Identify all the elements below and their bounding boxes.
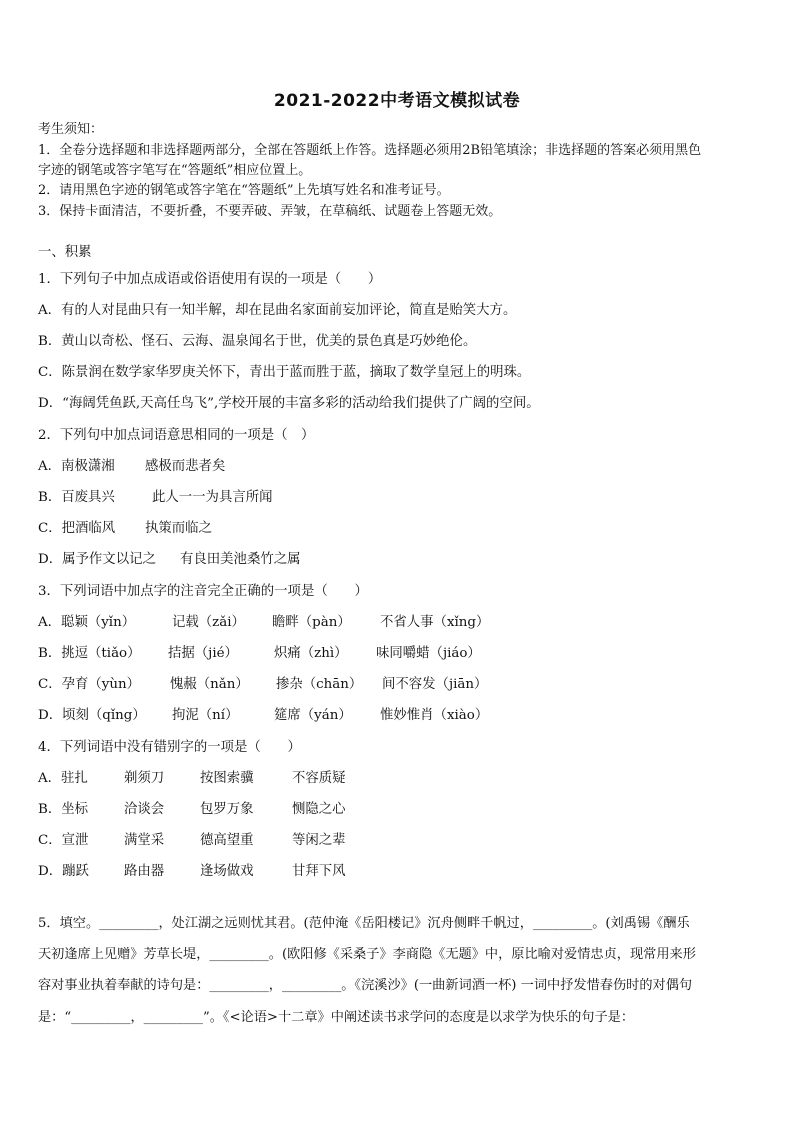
question-4-option-b bbox=[38, 800, 346, 820]
option-part: 执策而临之 bbox=[145, 521, 212, 536]
question-1-option-c: C．陈景润在数学家华罗庚关怀下，青出于蓝而胜于蓝，摘取了数学皇冠上的明珠。 bbox=[38, 365, 531, 380]
option-part: 满堂采 bbox=[124, 833, 165, 848]
option-part: B．挑逗（tiǎo） bbox=[38, 646, 141, 661]
question-5-line: 是：“_________，_________”。《<论语>十二章》中阐述读书求学问的态度是以求学为快乐的句子是： bbox=[38, 1010, 635, 1025]
option-part: A．驻扎 bbox=[38, 771, 88, 786]
option-part: C．宣泄 bbox=[38, 833, 89, 848]
question-1-option-a: A．有的人对昆曲只有一知半解，却在昆曲名家面前妄加评论，简直是贻笑大方。 bbox=[38, 303, 517, 318]
question-2-stem: 2．下列句中加点词语意思相同的一项是（ ） bbox=[38, 428, 315, 443]
option-part: 此人一一为具言所闻 bbox=[152, 490, 273, 505]
option-part: 愧赧（nǎn） bbox=[170, 677, 249, 692]
question-2-option-c bbox=[38, 519, 212, 539]
notice-line: 3．保持卡面清洁，不要折叠，不要弄破、弄皱，在草稿纸、试题卷上答题无效。 bbox=[38, 204, 502, 219]
option-part: 味同嚼蜡（jiáo） bbox=[376, 646, 481, 661]
question-5-line: 5．填空。_________，处江湖之远则忧其君。(范仲淹《岳阳楼记》沉舟侧畔千帆过，_________。(刘禹锡《酬乐 bbox=[38, 916, 690, 931]
option-part: 包罗万象 bbox=[200, 802, 254, 817]
question-2-option-d bbox=[38, 550, 301, 570]
option-part: 逢场做戏 bbox=[200, 864, 254, 879]
option-part: 不容质疑 bbox=[292, 771, 346, 786]
question-4-stem: 4．下列词语中没有错别字的一项是（ ） bbox=[38, 740, 301, 755]
option-part: C．把酒临风 bbox=[38, 521, 116, 536]
notice-line: 2．请用黑色字迹的钢笔或答字笔在“答题纸”上先填写姓名和准考证号。 bbox=[38, 183, 450, 198]
option-part: 恻隐之心 bbox=[292, 802, 346, 817]
question-3-option-c bbox=[38, 675, 487, 695]
option-part: 不省人事（xǐng） bbox=[380, 615, 490, 630]
option-part: 甘拜下风 bbox=[292, 864, 346, 879]
option-part: 记载（zǎi） bbox=[172, 615, 245, 630]
option-part: 感极而悲者矣 bbox=[145, 459, 226, 474]
question-2-option-a bbox=[38, 457, 225, 477]
option-part: 剃须刀 bbox=[124, 771, 165, 786]
question-5-line: 天初逢席上见赠》芳草长堤，_________。(欧阳修《采桑子》李商隐《无题》中，原比喻对爱情忠贞，现常用来形 bbox=[38, 947, 696, 962]
question-4-option-c bbox=[38, 831, 346, 851]
option-part: 德高望重 bbox=[200, 833, 254, 848]
question-3-option-a bbox=[38, 613, 489, 633]
question-4-option-a bbox=[38, 769, 346, 789]
option-part: 拘泥（ní） bbox=[172, 708, 239, 723]
question-1-option-b: B．黄山以奇松、怪石、云海、温泉闻名于世，优美的景色真是巧妙绝伦。 bbox=[38, 334, 477, 349]
section-heading: 一、积累 bbox=[38, 245, 92, 260]
notice-heading: 考生须知： bbox=[38, 122, 104, 137]
option-part: C．孕育（yùn） bbox=[38, 677, 141, 692]
option-part: D．属予作文以记之 bbox=[38, 552, 156, 567]
question-3-option-d bbox=[38, 706, 488, 726]
option-part: 按图索骥 bbox=[200, 771, 254, 786]
option-part: B．坐标 bbox=[38, 802, 89, 817]
option-part: B．百废具兴 bbox=[38, 490, 115, 505]
question-3-stem: 3．下列词语中加点字的注音完全正确的一项是（ ） bbox=[38, 584, 368, 599]
question-3-option-b bbox=[38, 644, 481, 664]
option-part: D．顷刻（qǐng） bbox=[38, 708, 146, 723]
option-part: D．蹦跃 bbox=[38, 864, 89, 879]
option-part: 惟妙惟肖（xiào） bbox=[380, 708, 489, 723]
option-part: 等闲之辈 bbox=[292, 833, 346, 848]
notice-line: 字迹的钢笔或答字笔写在“答题纸”相应位置上。 bbox=[38, 163, 312, 178]
question-2-option-b bbox=[38, 488, 273, 508]
option-part: 掺杂（chān） bbox=[276, 677, 363, 692]
question-1-option-d: D．“海阔凭鱼跃,天高任鸟飞”,学校开展的丰富多彩的活动给我们提供了广阔的空间。 bbox=[38, 396, 540, 411]
question-5-line: 容对事业执着奉献的诗句是：_________，_________。《浣溪沙》(一曲新词酒一杯) 一词中抒发惜春伤时的对偶句 bbox=[38, 978, 693, 993]
option-part: 间不容发（jiān） bbox=[382, 677, 488, 692]
question-1-stem: 1．下列句子中加点成语或俗语使用有误的一项是（ ） bbox=[38, 272, 382, 287]
option-part: 炽痛（zhì） bbox=[274, 646, 348, 661]
option-part: A．南极潇湘 bbox=[38, 459, 115, 474]
option-part: A．聪颖（yǐn） bbox=[38, 615, 136, 630]
option-part: 瞻畔（pàn） bbox=[272, 615, 351, 630]
option-part: 有良田美池桑竹之属 bbox=[180, 552, 301, 567]
question-4-option-d bbox=[38, 862, 346, 882]
option-part: 拮据（jié） bbox=[168, 646, 238, 661]
option-part: 筵席（yán） bbox=[274, 708, 352, 723]
notice-line: 1．全卷分选择题和非选择题两部分，全部在答题纸上作答。选择题必须用2B铅笔填涂；非选择题的答案必须用黑色 bbox=[38, 143, 702, 158]
option-part: 路由器 bbox=[124, 864, 165, 879]
option-part: 洽谈会 bbox=[124, 802, 165, 817]
exam-title: 2021-2022中考语文模拟试卷 bbox=[273, 91, 521, 111]
